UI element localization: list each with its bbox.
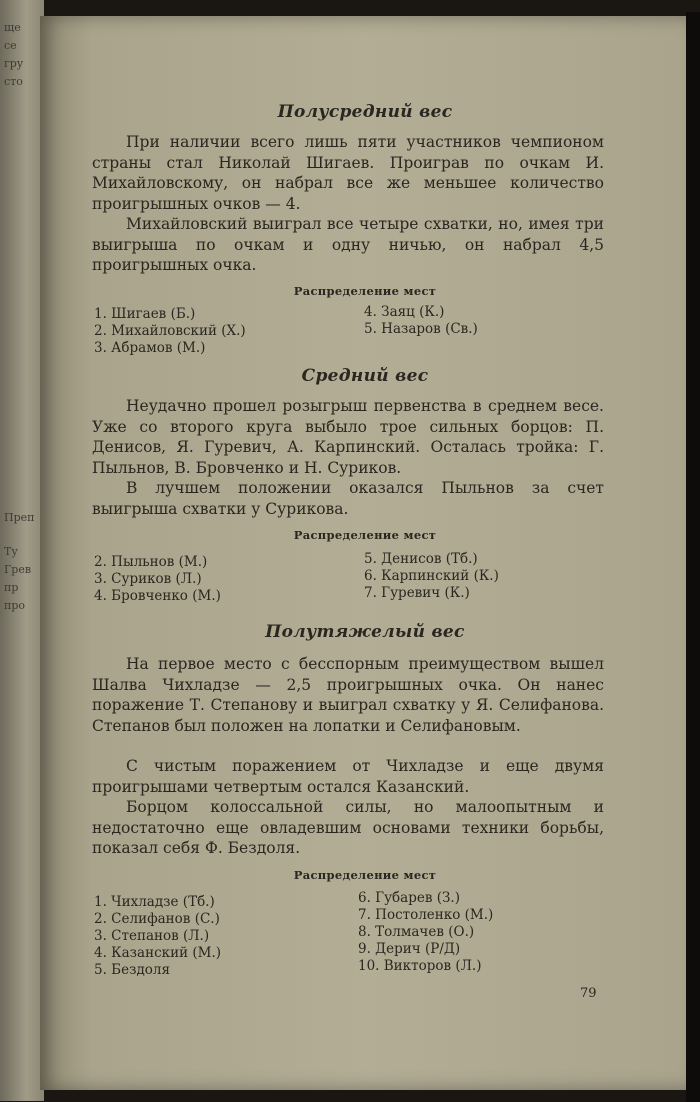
standings-list-left (94, 306, 246, 357)
book-page (40, 16, 690, 1090)
paragraph (92, 654, 604, 736)
left-page-fragment: про (4, 599, 25, 612)
standings-list-right (364, 304, 478, 338)
section-heading-welterweight: Полусредний вес (277, 102, 453, 122)
paragraph-text: В лучшем положении оказался Пыльнов за счет выигрыша схватки у Сурикова. (92, 479, 604, 518)
standings-item: 3. Суриков (Л.) (94, 571, 202, 587)
paragraph (92, 214, 604, 276)
right-page-edge (686, 12, 700, 1102)
left-page-fragment: гру (4, 57, 24, 70)
paragraph (92, 478, 604, 519)
standings-list-left (94, 894, 221, 979)
section-heading-middleweight: Средний вес (301, 366, 429, 386)
standings-title: Распределение мест (293, 528, 437, 542)
paragraph-text: Михайловский выиграл все четыре схватки, но, имея три выигрыша по очкам и одну ничью, он набрал 4,5 проигрышных очка. (92, 215, 604, 274)
paragraph (92, 132, 604, 214)
paragraph-text: На первое место с бесспорным преимуществом вышел Шалва Чихладзе — 2,5 проигрышных очка. Он нанес поражение Т. Степанову и выиграл схватку у Я. Селифанова. Степанов был положен на лопатки и Селифановым. (92, 655, 604, 735)
paragraph-text: С чистым поражением от Чихладзе и еще двумя проигрышами четвертым остался Казанский. (92, 757, 604, 796)
left-page-fragment: пр (4, 581, 19, 594)
standings-item: 5. Денисов (Тб.) (364, 551, 478, 567)
standings-item: 1. Шигаев (Б.) (94, 306, 196, 322)
paragraph (92, 396, 604, 478)
standings-item: 1. Чихладзе (Тб.) (94, 894, 215, 910)
left-page-fragment: се (4, 39, 17, 52)
paragraph (92, 797, 604, 859)
section-heading-light-heavyweight: Полутяжелый вес (265, 622, 465, 642)
standings-item: 2. Селифанов (С.) (94, 911, 220, 927)
standings-item: 5. Бездоля (94, 962, 170, 978)
standings-item: 2. Пыльнов (М.) (94, 554, 208, 570)
standings-item: 7. Гуревич (К.) (364, 585, 470, 601)
standings-title: Распределение мест (293, 284, 437, 298)
standings-list-left (94, 554, 221, 605)
standings-item: 7. Постоленко (М.) (358, 907, 494, 923)
left-page-fragment: Грев (4, 563, 32, 576)
standings-list-right (364, 551, 499, 602)
page-number: 79 (580, 986, 597, 1001)
paragraph-text: Неудачно прошел розыгрыш первенства в среднем весе. Уже со второго круга выбыло трое сильных борцов: П. Денисов, Я. Гуревич, А. Карпинский. Осталась тройка: Г. Пыльнов, В. Бровченко и Н. Суриков. (92, 397, 604, 477)
paragraph-text: Борцом колоссальной силы, но малоопытным и недостаточно еще овладевшим основами техники борьбы, показал себя Ф. Бездоля. (92, 798, 604, 857)
standings-item: 4. Казанский (М.) (94, 945, 222, 961)
standings-item: 3. Степанов (Л.) (94, 928, 210, 944)
left-page-fragment: Преп (4, 511, 35, 524)
standings-item: 9. Дерич (Р/Д) (358, 941, 461, 957)
standings-item: 5. Назаров (Св.) (364, 321, 478, 337)
standings-item: 6. Карпинский (К.) (364, 568, 499, 584)
left-page-fragment: сто (4, 75, 23, 88)
standings-item: 6. Губарев (З.) (358, 890, 460, 906)
standings-item: 4. Бровченко (М.) (94, 588, 221, 604)
standings-item: 3. Абрамов (М.) (94, 340, 206, 356)
standings-list-right (358, 890, 493, 975)
standings-item: 10. Викторов (Л.) (358, 958, 482, 974)
standings-item: 8. Толмачев (О.) (358, 924, 475, 940)
paragraph (92, 756, 604, 797)
standings-title: Распределение мест (293, 868, 437, 882)
standings-item: 2. Михайловский (Х.) (94, 323, 246, 339)
left-page-edge (0, 0, 44, 1101)
paragraph-text: При наличии всего лишь пяти участников чемпионом страны стал Николай Шигаев. Проиграв по очкам И. Михайловскому, он набрал все же меньшее количество проигрышных очков — 4. (92, 133, 604, 213)
left-page-fragment: Ту (4, 545, 18, 558)
left-page-fragment: ще (4, 21, 21, 34)
standings-item: 4. Заяц (К.) (364, 304, 445, 320)
